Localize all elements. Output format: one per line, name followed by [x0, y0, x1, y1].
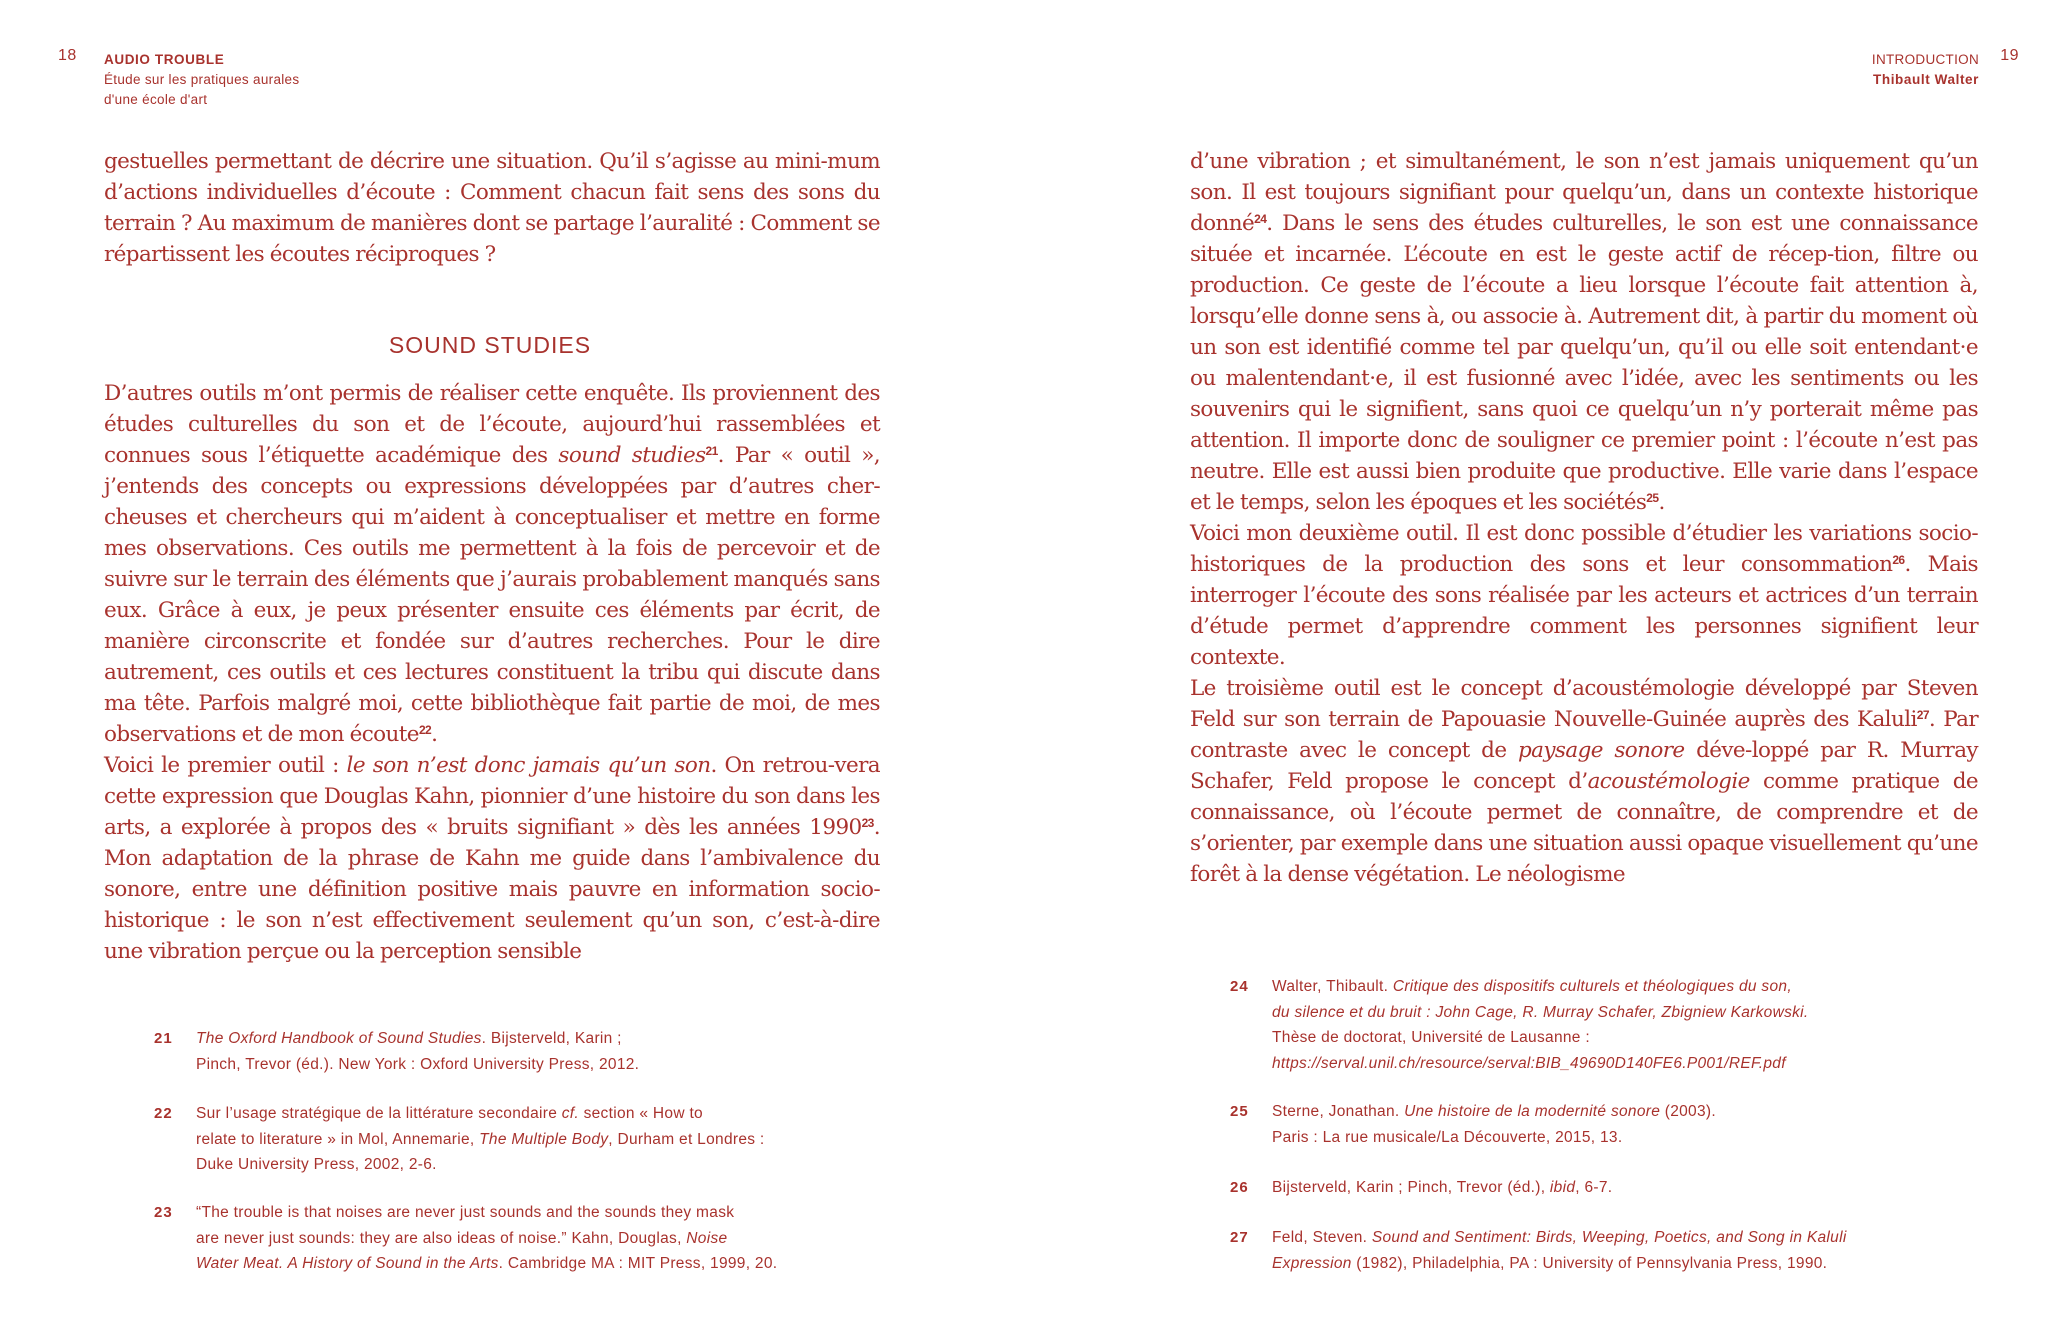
footnote-ref[interactable]: 24 — [1254, 212, 1267, 226]
paragraph: Voici le premier outil : le son n’est donc jamais qu’un son. On retrou-vera cette expression que Douglas Kahn, pionnier d’une histoire du son dans les arts, a explorée à propos des « bruits signifiant » dès les années 1990$^{23}$. Mon adaptation de la phrase de Kahn me guide dans l’ambivalence du sonore, entre une définition positive mais pauvre en information socio-historique : le son n’est effectivement seulement qu’un son, c’est-à-dire une vibration perçue ou la perception sensible — [104, 753, 880, 964]
footnote: 27 Feld, Steven. Sound and Sentiment: Birds, Weeping, Poetics, and Song in Kaluli Expression (1982), Philadelphia, PA : University of Pennsylvania Press, 1990. — [1230, 1225, 2020, 1276]
footnote-number: 21 — [154, 1030, 173, 1047]
paragraph: Le troisième outil est le concept d’acoustémologie développé par Steven Feld sur son terrain de Papouasie Nouvelle-Guinée auprès des Kaluli$^{27}$. Par contraste avec le concept de paysage sonore déve-loppé par R. Murray Schafer, Feld propose le concept d’acoustémologie comme pratique de connaissance, où l’écoute permet de connaître, de comprendre et de s’orienter, par exemple dans une situation aussi opaque visuellement qu’une forêt à la dense végétation. Le néologisme — [1190, 676, 1979, 887]
intro-paragraph-text: gestuelles permettant de décrire une situation. Qu’il s’agisse au mini-mum d’actions individuelles d’écoute : Comment chacun fait sens des sons du terrain ? Au maximum de manières dont se partage l’auralité : Comment se répartissent les écoutes réciproques ? — [104, 149, 880, 267]
footnote: 25 Sterne, Jonathan. Une histoire de la modernité sonore (2003). Paris : La rue musicale/La Découverte, 2015, 13. — [1230, 1099, 2020, 1150]
book-title: AUDIO TROUBLE — [104, 52, 225, 67]
right-body — [1190, 146, 1978, 890]
footnote-number: 25 — [1230, 1103, 1249, 1120]
paragraph: D’autres outils m’ont permis de réaliser cette enquête. Ils proviennent des études culturelles du son et de l’écoute, aujourd’hui rassemblées et connues sous l’étiquette académique des sound studies$^{21}$. Par « outil », j’entends des concepts ou expressions développées par d’autres cher-cheuses et chercheurs qui m’aident à conceptualiser et mettre en forme mes observations. Ces outils me permettent à la fois de percevoir et de suivre sur le terrain des éléments que j’aurais probablement manqués sans eux. Grâce à eux, je peux présenter ensuite ces éléments par écrit, de manière circonscrite et fondée sur d’autres recherches. Pour le dire autrement, ces outils et ces lectures constituent la tribu qui discute dans ma tête. Parfois malgré moi, cette bibliothèque fait partie de moi, de mes observations et de mon écoute$^{22}$. — [104, 381, 880, 747]
footnote-ref[interactable]: 25 — [1646, 491, 1659, 505]
footnote-ref[interactable]: 21 — [705, 444, 718, 458]
footnote-ref[interactable]: 26 — [1892, 553, 1905, 567]
page-number: 19 — [2000, 47, 2019, 64]
footnote: 26 Bijsterveld, Karin ; Pinch, Trevor (éd.), ibid, 6-7. — [1230, 1175, 2020, 1201]
paragraph: Voici mon deuxième outil. Il est donc possible d’étudier les variations socio-historiques de la production des sons et leur consommation$^{26}$. Mais interroger l’écoute des sons réalisée par les acteurs et actrices d’un terrain d’étude permet d’apprendre comment les personnes signifient leur contexte. — [1190, 521, 1978, 670]
footnote-url[interactable]: https://serval.unil.ch/resource/serval:BIB_49690D140FE6.P001/REF.pdf — [1272, 1054, 1786, 1072]
footnote-ref[interactable]: 23 — [861, 816, 874, 830]
intro-paragraph — [104, 146, 880, 270]
running-header — [104, 50, 299, 110]
footnote-number: 27 — [1230, 1229, 1249, 1246]
left-page — [0, 0, 1023, 1338]
footnote: 23 “The trouble is that noises are never just sounds and the sounds they mask are never just sounds: they are also ideas of noise.” Kahn, Douglas, Noise Water Meat. A History of Sound in the Arts. Cambridge MA : MIT Press, 1999, 20. — [154, 1200, 954, 1277]
page-number: 18 — [58, 47, 77, 64]
footnote: 21 The Oxford Handbook of Sound Studies. Bijsterveld, Karin ; Pinch, Trevor (éd.). New York : Oxford University Press, 2012. — [154, 1026, 954, 1077]
paragraph: d’une vibration ; et simultanément, le son n’est jamais uniquement qu’un son. Il est toujours signifiant pour quelqu’un, dans un contexte historique donné$^{24}$. Dans le sens des études culturelles, le son est une connaissance située et incarnée. L’écoute en est le geste actif de récep-tion, filtre ou production. Ce geste de l’écoute a lieu lorsque l’écoute fait attention à, lorsqu’elle donne sens à, ou associe à. Autrement dit, à partir du moment où un son est identifié comme tel par quelqu’un, qu’il ou elle soit entendant·e ou malentendant·e, il est fusionné avec l’idée, avec les sentiments ou les souvenirs qui le signifient, sans quoi ce quelqu’un n’y porterait même pas attention. Il importe donc de souligner ce premier point : l’écoute n’est pas neutre. Elle est aussi bien produite que productive. Elle varie dans l’espace et le temps, selon les époques et les sociétés$^{25}$. — [1190, 149, 1978, 515]
section-title: SOUND STUDIES — [388, 332, 592, 359]
footnote: 24 Walter, Thibault. Critique des dispositifs culturels et théologiques du son, du silence et du bruit : John Cage, R. Murray Schafer, Zbigniew Karkowski. Thèse de doctorat, Université de Lausanne : https://serval.unil.ch/resource/serval:BIB_49690D140FE6.P001/REF.pdf — [1230, 974, 2020, 1076]
chapter-title: INTRODUCTION — [1871, 52, 1979, 67]
footnote-number: 26 — [1230, 1179, 1249, 1196]
left-body — [104, 378, 880, 967]
right-page — [1024, 0, 2047, 1338]
footnote-number: 22 — [154, 1105, 173, 1122]
author-name: Thibault Walter — [1873, 72, 1979, 87]
footnote-number: 24 — [1230, 978, 1249, 995]
running-header — [1872, 50, 1979, 90]
book-subtitle-line2: d'une école d'art — [104, 92, 208, 107]
footnote-ref[interactable]: 27 — [1916, 708, 1929, 722]
footnote: 22 Sur l’usage stratégique de la littérature secondaire cf. section « How to relate to literature » in Mol, Annemarie, The Multiple Body, Durham et Londres : Duke University Press, 2002, 2-6. — [154, 1101, 954, 1178]
footnote-ref[interactable]: 22 — [418, 723, 432, 737]
book-subtitle-line1: Étude sur les pratiques aurales — [104, 72, 300, 87]
footnote-number: 23 — [154, 1204, 173, 1221]
